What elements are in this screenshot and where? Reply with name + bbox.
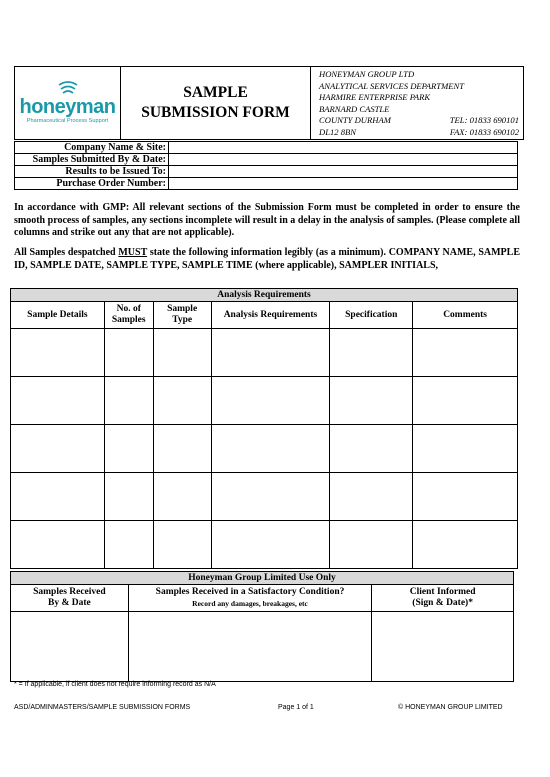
logo-cell [15,67,121,140]
analysis-requirements-cell[interactable] [211,329,330,377]
sample-type-cell[interactable] [153,329,211,377]
comments-cell[interactable] [413,473,518,521]
table-row [11,521,518,569]
col-sample-type [153,302,211,329]
col-samples-received [11,585,129,612]
company-field-row [15,142,518,154]
analysis-requirements-table [10,288,518,569]
no-of-samples-cell[interactable] [104,425,153,473]
sample-details-cell[interactable] [11,521,105,569]
specification-cell[interactable] [330,377,413,425]
address-fax: FAX: 01833 690102 [449,126,519,137]
footer-document-ref: ASD/ADMINMASTERS/SAMPLE SUBMISSION FORMS [14,704,191,711]
sample-details-cell[interactable] [11,473,105,521]
results-issued-label: Results to be Issued To: [15,166,169,178]
header-table [14,66,524,140]
col-no-of-samples-line2: Samples [111,315,146,325]
address-line6: DL12 8BN [319,126,357,137]
specification-cell[interactable] [330,521,413,569]
sample-type-cell[interactable] [153,425,211,473]
submitted-by-label: Samples Submitted By & Date: [15,154,169,166]
form-title-line1: SAMPLE [183,84,248,101]
no-of-samples-cell[interactable] [104,473,153,521]
col-samples-received-line2: By & Date [48,598,91,608]
company-field-row [15,166,518,178]
logo-wordmark: honeyman [19,96,116,118]
address-block [311,67,524,140]
no-of-samples-cell[interactable] [104,329,153,377]
sample-type-cell[interactable] [153,473,211,521]
footer-copyright: © HONEYMAN GROUP LIMITED [398,704,503,711]
address-tel: TEL: 01833 690101 [449,115,519,125]
condition-cell[interactable] [128,612,371,682]
col-client-informed-line1: Client Informed [409,587,476,597]
address-line5: COUNTY DURHAM [319,115,391,125]
col-condition-line2: Record any damages, breakages, etc [192,599,308,608]
gmp-instructions: In accordance with GMP: All relevant sections of the Submission Form must be completed in order to ensure the smooth process of samples, any sections incomplete will result in a delay in the analysis of samples. (Please complete all columns and strike out any that are not applicable). [14,202,520,238]
analysis-requirements-cell[interactable] [211,521,330,569]
col-no-of-samples [104,302,153,329]
col-samples-received-line1: Samples Received [33,587,106,597]
company-name-label: Company Name & Site: [15,142,169,154]
comments-cell[interactable] [413,521,518,569]
use-only-banner: Honeyman Group Limited Use Only [11,572,514,585]
po-number-field[interactable] [169,178,518,190]
labelling-text-b: state the following information legibly (as a minimum). COMPANY NAME, SAMPLE ID, SAMPLE DATE, SAMPLE TYPE, SAMPLE TIME (where applicable), SAMPLER INITIALS, [14,247,520,271]
comments-cell[interactable] [413,425,518,473]
col-sample-details: Sample Details [11,302,105,329]
analysis-banner: Analysis Requirements [11,289,518,302]
client-informed-cell[interactable] [372,612,514,682]
no-of-samples-cell[interactable] [104,377,153,425]
logo-tagline: Pharmaceutical Process Support [26,118,109,124]
samples-received-cell[interactable] [11,612,129,682]
table-row [11,377,518,425]
col-sample-type-line1: Sample [167,304,198,314]
sample-type-cell[interactable] [153,377,211,425]
col-sample-type-line2: Type [172,315,193,325]
analysis-requirements-cell[interactable] [211,377,330,425]
col-client-informed-line2: (Sign & Date)* [412,598,473,608]
analysis-requirements-cell[interactable] [211,473,330,521]
form-title-line2: SUBMISSION FORM [141,104,290,121]
specification-cell[interactable] [330,425,413,473]
address-line1: HONEYMAN GROUP LTD [319,69,415,79]
col-condition [128,585,371,612]
specification-cell[interactable] [330,473,413,521]
address-line3: HARMIRE ENTERPRISE PARK [319,92,431,102]
col-client-informed [372,585,514,612]
labelling-text-a: All Samples despatched [14,247,119,258]
col-analysis-requirements: Analysis Requirements [211,302,330,329]
table-row [11,473,518,521]
col-no-of-samples-line1: No. of [116,304,141,314]
labelling-requirements [14,247,520,272]
address-line2: ANALYTICAL SERVICES DEPARTMENT [319,80,464,91]
company-field-row [15,154,518,166]
sample-details-cell[interactable] [11,377,105,425]
analysis-requirements-cell[interactable] [211,425,330,473]
address-line4: BARNARD CASTLE [319,103,390,114]
sample-details-cell[interactable] [11,329,105,377]
sample-details-cell[interactable] [11,425,105,473]
specification-cell[interactable] [330,329,413,377]
honeyman-use-only-table [10,571,514,682]
table-row [11,612,514,682]
col-condition-line1: Samples Received in a Satisfactory Condition? [155,587,345,597]
must-emphasis: MUST [118,247,148,258]
comments-cell[interactable] [413,329,518,377]
company-field-row [15,178,518,190]
po-number-label: Purchase Order Number: [15,178,169,190]
honeyman-logo-icon [56,81,80,96]
footnote: * = If applicable, if client does not require informing record as N/A [14,681,216,688]
results-issued-field[interactable] [169,166,518,178]
footer-page-number: Page 1 of 1 [278,704,314,711]
company-name-field[interactable] [169,142,518,154]
form-title [121,67,311,140]
comments-cell[interactable] [413,377,518,425]
no-of-samples-cell[interactable] [104,521,153,569]
table-row [11,329,518,377]
col-specification: Specification [330,302,413,329]
submitted-by-field[interactable] [169,154,518,166]
company-info-table [14,141,518,190]
sample-type-cell[interactable] [153,521,211,569]
table-row [11,425,518,473]
col-comments: Comments [413,302,518,329]
